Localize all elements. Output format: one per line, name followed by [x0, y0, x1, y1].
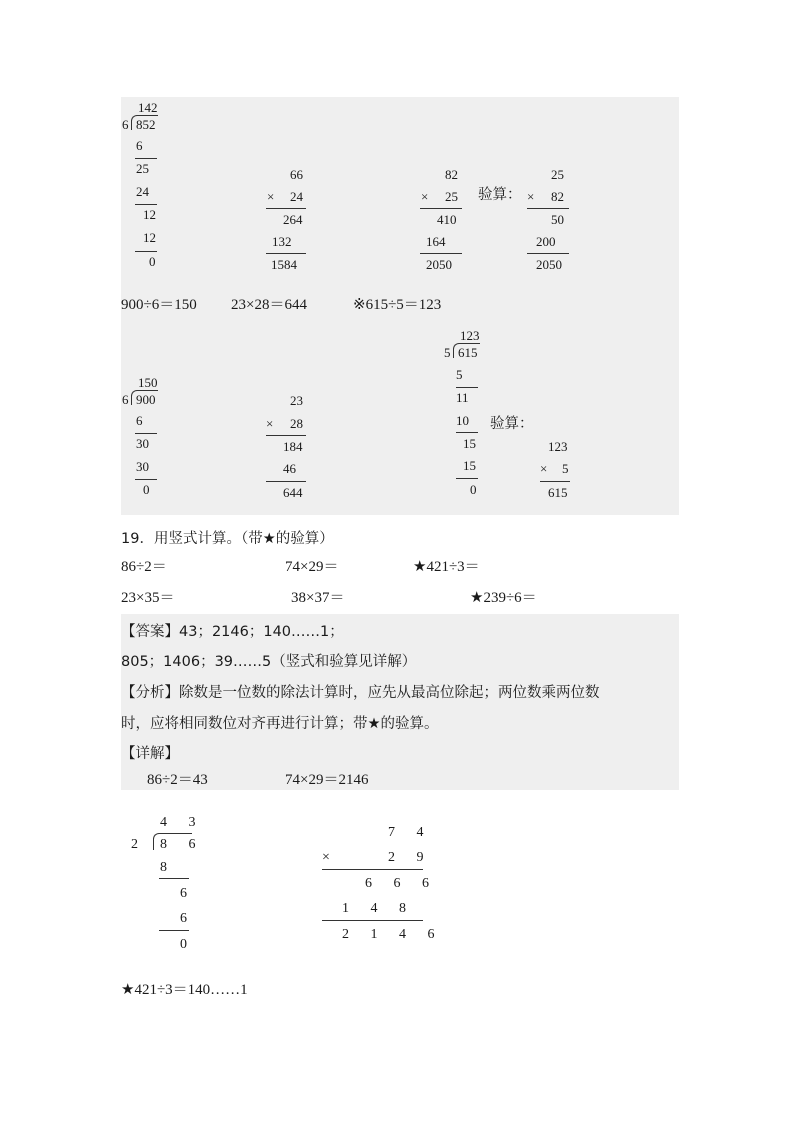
mul-sign: × — [266, 416, 274, 431]
mul-factor: 25 — [445, 189, 458, 204]
mul-result: 1584 — [271, 257, 297, 272]
mul-rule — [420, 208, 462, 209]
div-step: 6 — [180, 911, 187, 926]
div-rule — [456, 432, 478, 433]
mul-rule — [527, 208, 569, 209]
div-divisor: 6 — [122, 392, 129, 407]
div-rule — [135, 479, 157, 480]
mul-factor: 5 — [562, 461, 569, 476]
div-step: 0 — [180, 937, 187, 952]
div-step: 15 — [463, 436, 476, 451]
mul-partial: 6 6 6 — [365, 876, 438, 891]
equation: ★421÷3＝140……1 — [121, 982, 248, 998]
analysis-line: 时，应将相同数位对齐再进行计算；带★的验算。 — [121, 716, 439, 732]
equation: ※615÷5＝123 — [353, 297, 442, 313]
div-step: 15 — [463, 458, 476, 473]
div-step: 11 — [456, 390, 469, 405]
mul-result: 2050 — [426, 257, 452, 272]
mul-factor: 24 — [290, 189, 303, 204]
mul-partial: 46 — [283, 461, 296, 476]
div-quotient: 150 — [138, 375, 158, 390]
problem: 74×29＝ — [285, 559, 339, 575]
mul-factor: 7 4 — [388, 825, 433, 840]
mul-partial: 50 — [551, 212, 564, 227]
mul-rule — [266, 253, 306, 254]
equation: 23×28＝644 — [231, 297, 307, 313]
mul-result: 2050 — [536, 257, 562, 272]
div-divisor: 6 — [122, 117, 129, 132]
div-rule — [159, 930, 189, 931]
mul-factor: 25 — [551, 167, 564, 182]
check-label: 验算： — [490, 416, 534, 432]
div-quotient: 142 — [138, 100, 158, 115]
div-dividend: 615 — [458, 345, 478, 360]
div-divisor: 5 — [444, 345, 451, 360]
mul-rule — [322, 920, 423, 921]
mul-rule — [420, 253, 462, 254]
mul-rule — [527, 253, 569, 254]
problem: ★239÷6＝ — [470, 590, 537, 606]
question-title: 19．用竖式计算。（带★的验算） — [121, 531, 334, 547]
answer-line: 805；1406；39……5（竖式和验算见详解） — [121, 654, 417, 670]
equation: 74×29＝2146 — [285, 772, 369, 788]
div-step: 30 — [136, 459, 149, 474]
mul-rule — [266, 208, 306, 209]
div-quotient: 4 3 — [160, 815, 205, 830]
mul-factor: 82 — [551, 189, 564, 204]
mul-factor: 123 — [548, 439, 568, 454]
div-step: 12 — [143, 230, 156, 245]
div-divisor: 2 — [131, 837, 138, 852]
mul-result: 644 — [283, 485, 303, 500]
mul-factor: 23 — [290, 393, 303, 408]
div-step: 24 — [136, 184, 149, 199]
div-rule — [135, 251, 157, 252]
check-label: 验算： — [478, 187, 522, 203]
div-step: 5 — [456, 367, 463, 382]
div-rule — [456, 478, 478, 479]
div-step: 25 — [136, 161, 149, 176]
mul-partial: 1 4 8 — [342, 901, 415, 916]
div-step: 6 — [180, 886, 187, 901]
mul-partial: 184 — [283, 439, 303, 454]
div-step: 0 — [470, 482, 477, 497]
mul-partial: 132 — [272, 234, 292, 249]
mul-result: 2 1 4 6 — [342, 927, 444, 942]
problem: 38×37＝ — [291, 590, 345, 606]
div-step: 30 — [136, 436, 149, 451]
answer-line: 【答案】43；2146；140……1； — [121, 624, 344, 640]
mul-rule — [266, 435, 306, 436]
detail-heading: 【详解】 — [121, 746, 179, 762]
div-step: 8 — [160, 860, 167, 875]
mul-rule — [540, 481, 570, 482]
div-step: 6 — [136, 138, 143, 153]
problem: 23×35＝ — [121, 590, 175, 606]
analysis-line: 【分析】除数是一位数的除法计算时，应先从最高位除起；两位数乘两位数 — [121, 685, 600, 701]
div-rule — [135, 433, 157, 434]
mul-sign: × — [267, 189, 275, 204]
div-step: 6 — [136, 413, 143, 428]
mul-rule — [266, 481, 306, 482]
mul-factor: 28 — [290, 416, 303, 431]
mul-partial: 264 — [283, 212, 303, 227]
mul-factor: 2 9 — [388, 850, 433, 865]
mul-partial: 200 — [536, 234, 556, 249]
mul-sign: × — [322, 850, 330, 865]
mul-partial: 410 — [437, 212, 457, 227]
equation: 900÷6＝150 — [121, 297, 197, 313]
mul-sign: × — [421, 189, 429, 204]
mul-sign: × — [527, 189, 535, 204]
equation: 86÷2＝43 — [147, 772, 208, 788]
div-dividend: 900 — [136, 392, 156, 407]
mul-factor: 66 — [290, 167, 303, 182]
div-step: 12 — [143, 207, 156, 222]
mul-partial: 164 — [426, 234, 446, 249]
div-rule — [456, 387, 478, 388]
mul-sign: × — [540, 461, 548, 476]
div-rule — [159, 878, 189, 879]
div-step: 0 — [143, 482, 150, 497]
mul-factor: 82 — [445, 167, 458, 182]
div-rule — [135, 158, 157, 159]
div-dividend: 8 6 — [160, 837, 205, 852]
problem: ★421÷3＝ — [413, 559, 480, 575]
div-step: 0 — [149, 254, 156, 269]
mul-result: 615 — [548, 485, 568, 500]
div-step: 10 — [456, 413, 469, 428]
div-quotient: 123 — [460, 328, 480, 343]
problem: 86÷2＝ — [121, 559, 167, 575]
div-dividend: 852 — [136, 117, 156, 132]
div-rule — [135, 204, 157, 205]
mul-rule — [322, 869, 423, 870]
